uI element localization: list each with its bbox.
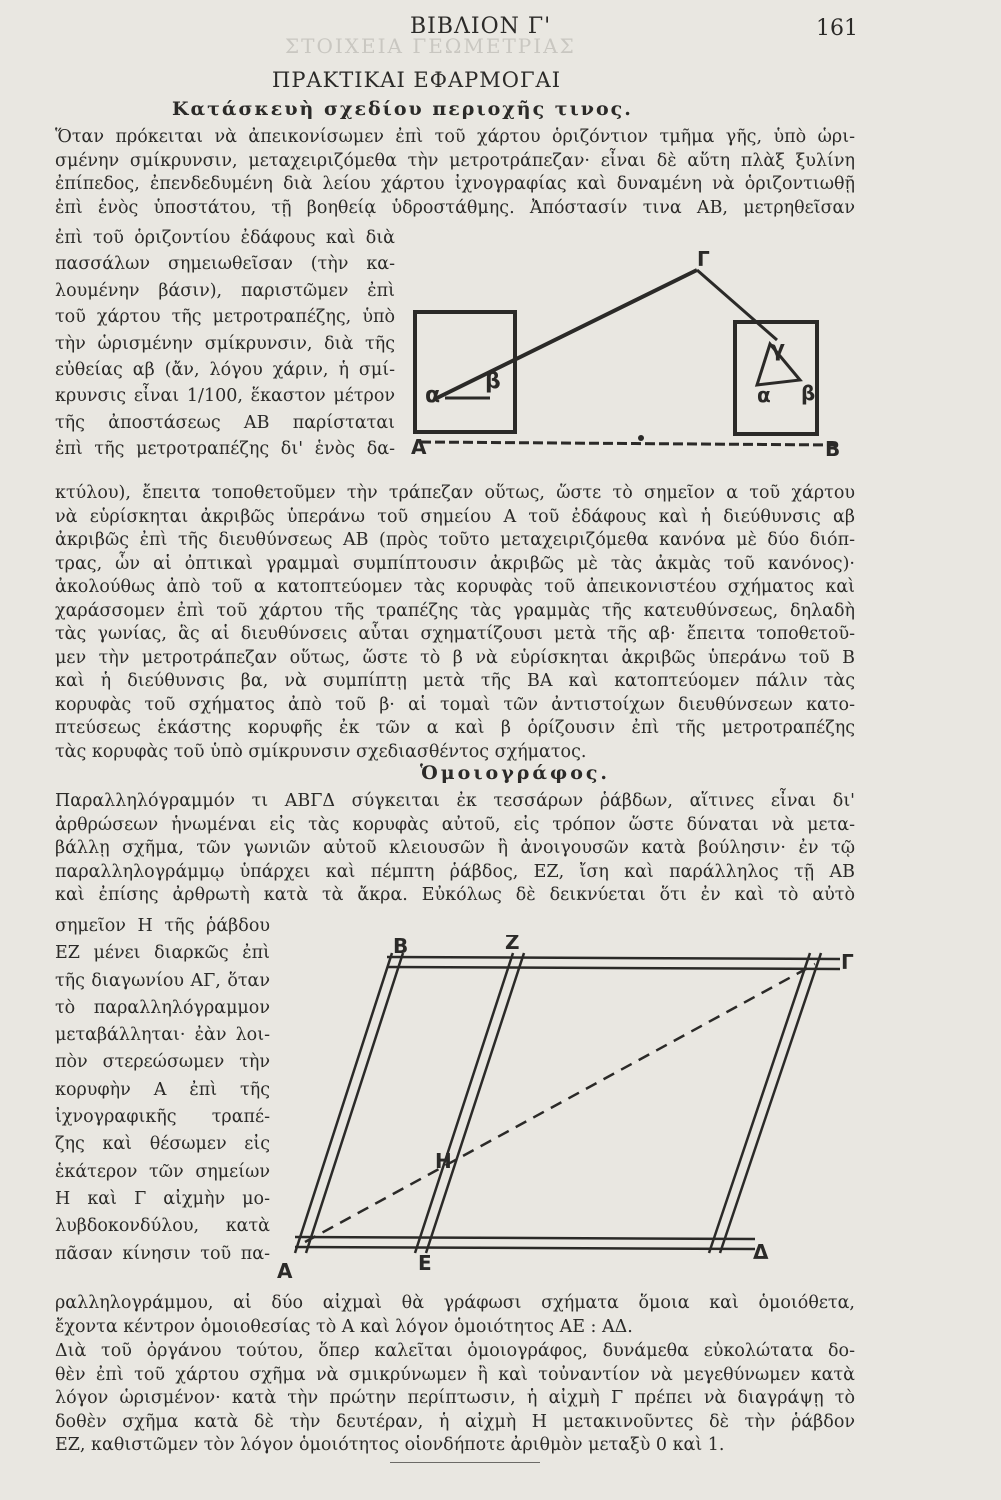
- label-Delta: Δ: [753, 1240, 769, 1264]
- paragraph-1-rest: [55, 482, 855, 764]
- ground-line-AB: [421, 442, 835, 445]
- figure-pantograph: [275, 935, 855, 1280]
- text-line: τῆς ἀποστάσεως ΑΒ παρίσταται: [55, 412, 395, 433]
- text-line: μεταβάλληται· ἐὰν λοι-: [55, 1025, 270, 1046]
- text-line: εὐθείας αβ (ἄν, λόγου χάριν, ἡ σμί-: [55, 360, 395, 381]
- bottom-rule: [390, 1462, 540, 1463]
- text-line: κορυφὰς τοῦ σχήματος ἀπὸ τοῦ β· αἱ τομαὶ τῶν ἀντιστοίχων διευθύνσεων κατο-: [55, 694, 855, 715]
- label-E: E: [418, 1251, 432, 1275]
- show-through-text: ΣΤΟΙΧΕΙΑ ΓΕΩΜΕΤΡΙΑΣ: [285, 34, 576, 58]
- label-beta-right: β: [801, 381, 816, 405]
- text-line: ζης καὶ θέσωμεν εἰς: [55, 1134, 270, 1155]
- ground-point: [638, 435, 644, 441]
- text-line: θὲν ἐπὶ τοῦ χάρτου σχῆμα νὰ σμικρύνωμεν ἢ καὶ τοὐναντίον νὰ μεγεθύνωμεν κατὰ: [55, 1364, 855, 1385]
- text-line: κτύλου), ἔπειτα τοποθετοῦμεν τὴν τράπεζαν οὕτως, ὥστε τὸ σημεῖον α τοῦ χάρτου: [55, 483, 855, 503]
- sight-line-alpha: [437, 270, 697, 398]
- text-line: δοθὲν σχῆμα κατὰ δὲ τὴν δευτέραν, ἡ αἰχμὴ Η μετακινοῦντες δὲ τὴν ῥάβδον: [55, 1411, 855, 1432]
- text-line: ΕΖ, καθιστῶμεν τὸν λόγον ὁμοιότητος οἱονδήποτε ἀριθμὸν μεταξὺ 0 καὶ 1.: [55, 1435, 725, 1455]
- label-B: B: [825, 437, 841, 461]
- text-line: τῆς διαγωνίου ΑΓ, ὅταν: [55, 970, 270, 991]
- text-line: τὴν ὡρισμένην σμίκρυνσιν, διὰ τῆς: [55, 333, 395, 354]
- text-line: πὸν στερεώσωμεν τὴν: [55, 1052, 270, 1073]
- text-line: Διὰ τοῦ ὀργάνου τούτου, ὅπερ καλεῖται ὁμοιογράφος, δυνάμεθα εὐκολώτατα δο-: [55, 1341, 855, 1361]
- rod-AB-left: [295, 953, 392, 1253]
- text-line: κρυνσις εἶναι 1/100, ἕκαστον μέτρον: [55, 386, 395, 407]
- rod-AB-right: [306, 953, 403, 1253]
- label-A: A: [411, 435, 427, 459]
- rod-BG-bottom: [387, 967, 840, 969]
- text-line: πᾶσαν κίνησιν τοῦ πα-: [55, 1243, 270, 1264]
- text-line: Η καὶ Γ αἰχμὴν μο-: [55, 1188, 270, 1209]
- text-line: ἰχνογραφικῆς τραπέ-: [55, 1107, 270, 1128]
- text-line: λόγον ὡρισμένον· κατὰ τὴν πρώτην περίπτωσιν, ἡ αἰχμὴ Γ πρέπει νὰ διαγράψῃ τὸ: [55, 1388, 855, 1408]
- text-line: σμένην σμίκρυνσιν, μεταχειριζόμεθα τὴν μετροτράπεζαν· εἶναι δὲ αὕτη πλὰξ ξυλίνη: [55, 150, 855, 171]
- text-line: χαράσσομεν ἐπὶ τοῦ χάρτου τῆς τραπέζης τὰς γραμμὰς τῆς κατευθύνσεως, δηλαδὴ: [55, 600, 855, 621]
- text-line: κορυφὴν Α ἐπὶ τῆς: [55, 1079, 270, 1100]
- text-line: λουμένην βάσιν), παριστῶμεν ἐπὶ: [55, 280, 395, 301]
- rod-EZ-left: [415, 953, 513, 1253]
- text-line: σημεῖον Η τῆς ῥάβδου: [55, 916, 270, 936]
- section-heading-omoiografos: Ὁμοιογράφος.: [420, 762, 611, 784]
- paragraph-1-full: [55, 126, 855, 220]
- text-line: ραλληλογράμμου, αἱ δύο αἰχμαὶ θὰ γράφωσι σχήματα ὅμοια καὶ ὁμοιόθετα,: [55, 1293, 855, 1313]
- text-line: πασσάλων σημειωθεῖσαν (τὴν κα-: [55, 254, 395, 275]
- label-Gamma: Γ: [697, 250, 710, 271]
- text-line: νὰ εὑρίσκηται ἀκριβῶς ὑπεράνω τοῦ σημείου Α τοῦ ἐδάφους καὶ ἡ διεύθυνσις αβ: [55, 506, 855, 527]
- label-A: A: [277, 1259, 293, 1280]
- text-line: τρας, ὧν αἱ ὀπτικαὶ γραμμαὶ συμπίπτουσιν ἀκριβῶς μὲ τὰς ἀκμὰς τοῦ κανόνος)·: [55, 553, 855, 574]
- text-line: μεν τὴν μετροτράπεζαν οὕτως, ὥστε τὸ β νὰ εὑρίσκηται ἀκριβῶς ὑπεράνω τοῦ Β: [55, 647, 855, 668]
- text-line: βάλλῃ σχῆμα, τῶν γωνιῶν αὐτοῦ κλειουσῶν ἢ ἀνοιγουσῶν κατὰ βούλησιν· ἐν τῷ: [55, 838, 855, 858]
- text-line: ἀρθρώσεων ἡνωμέναι εἰς τὰς κορυφὰς αὐτοῦ, εἰς τρόπον ὥστε δύναται νὰ μετα-: [55, 814, 855, 835]
- text-line: ἀκολούθως ἀπὸ τοῦ α κατοπτεύομεν τὰς κορυφὰς τοῦ ἀπεικονιστέου σχήματος καὶ: [55, 577, 855, 597]
- text-line: πτεύσεως ἑκάστης κορυφῆς ἐκ τῶν α καὶ β ὁρίζουσιν ἐπὶ τῆς μετροτραπέζης: [55, 718, 855, 738]
- text-line: Παραλληλόγραμμόν τι ΑΒΓΔ σύγκειται ἐκ τεσσάρων ῥάβδων, αἵτινες εἶναι δι': [55, 791, 855, 811]
- text-line: καὶ ἐπίσης ἀρθρωτὴ κατὰ τὰ ἄκρα. Εὐκόλως δὲ δεικνύεται ὅτι ἐν καὶ τὸ αὐτὸ: [55, 885, 855, 905]
- paragraph-1-narrow: [55, 225, 395, 463]
- figure-plane-table: [405, 250, 855, 465]
- text-line: ἑκάτερον τῶν σημείων: [55, 1161, 270, 1182]
- paragraph-3: [55, 1340, 855, 1458]
- rod-EZ-right: [426, 953, 524, 1253]
- running-head: ΒΙΒΛΙΟΝ Γ': [410, 14, 552, 39]
- label-B: B: [393, 935, 409, 958]
- page-number: 161: [816, 16, 858, 41]
- text-line: παραλληλογράμμῳ ὑπάρχει καὶ πέμπτη ῥάβδος, ΕΖ, ἴση καὶ παράλληλος τῇ ΑΒ: [55, 861, 855, 882]
- label-Gamma: Γ: [841, 950, 854, 974]
- text-line: ἐπὶ τῆς μετροτραπέζης δι' ἑνὸς δα-: [55, 439, 395, 460]
- text-line: ΕΖ μένει διαρκῶς ἐπὶ: [55, 943, 270, 964]
- text-line: ἐπὶ ἑνὸς ὑποστάτου, τῇ βοηθείᾳ ὑδροστάθμης. Ἀπόστασίν τινα ΑΒ, μετρηθεῖσαν: [55, 197, 855, 218]
- text-line: καὶ ἡ διεύθυνσις βα, νὰ συμπίπτῃ μετὰ τῆς ΒΑ καὶ κατοπτεύομεν πάλιν τὰς: [55, 671, 855, 691]
- paragraph-2-full: [55, 790, 855, 908]
- label-H: H: [435, 1149, 452, 1173]
- section-title: ΠΡΑΚΤΙΚΑΙ ΕΦΑΡΜΟΓΑΙ: [272, 68, 562, 92]
- text-line: τοῦ χάρτου τῆς μετροτραπέζης, ὑπὸ: [55, 307, 395, 328]
- rod-BG-top: [387, 957, 840, 959]
- text-line: Ὅταν πρόκειται νὰ ἀπεικονίσωμεν ἐπὶ τοῦ χάρτου ὁριζόντιον τμῆμα γῆς, ὑπὸ ὡρι-: [55, 127, 855, 147]
- label-gamma: γ: [770, 337, 785, 362]
- rod-GD-left: [709, 953, 810, 1253]
- text-line: ἐπίπεδος, ἐπενδεδυμένη διὰ λείου χάρτου ἰχνογραφίας καὶ δυναμένη νὰ ὁριζοντιωθῇ: [55, 174, 855, 194]
- label-alpha: α: [425, 383, 441, 408]
- text-line: ἐπὶ τοῦ ὁριζοντίου ἐδάφους καὶ διὰ: [55, 228, 395, 248]
- rod-AD-top: [295, 1237, 755, 1239]
- label-beta: β: [485, 369, 501, 394]
- rod-AD-bottom: [295, 1247, 755, 1249]
- section-subtitle: Κατάσκευὴ σχεδίου περιοχῆς τινος.: [172, 98, 633, 120]
- text-line: λυβδοκονδύλου, κατὰ: [55, 1216, 270, 1237]
- label-Z: Z: [505, 935, 520, 954]
- text-line: τὰς κορυφὰς τοῦ ὑπὸ σμίκρυνσιν σχεδιασθέντος σχήματος.: [55, 741, 587, 762]
- paragraph-2-rest: [55, 1292, 855, 1339]
- text-line: τὸ παραλληλόγραμμον: [55, 997, 270, 1018]
- rod-GD-right: [720, 953, 821, 1253]
- paragraph-2-narrow: [55, 913, 270, 1268]
- text-line: τὰς γωνίας, ἃς αἱ διευθύνσεις αὗται σχηματίζουσι μετὰ τῆς αβ· ἔπειτα τοποθετοῦ-: [55, 624, 855, 644]
- text-line: ἀκριβῶς ἐπὶ τῆς διευθύνσεως ΑΒ (πρὸς τοῦτο μεταχειριζόμεθα κανόνα μὲ δύο διόπ-: [55, 530, 855, 550]
- label-alpha-right: α: [757, 383, 771, 407]
- text-line: ἔχοντα κέντρον ὁμοιοθεσίας τὸ Α καὶ λόγον ὁμοιότητος ΑΕ : ΑΔ.: [55, 1316, 633, 1337]
